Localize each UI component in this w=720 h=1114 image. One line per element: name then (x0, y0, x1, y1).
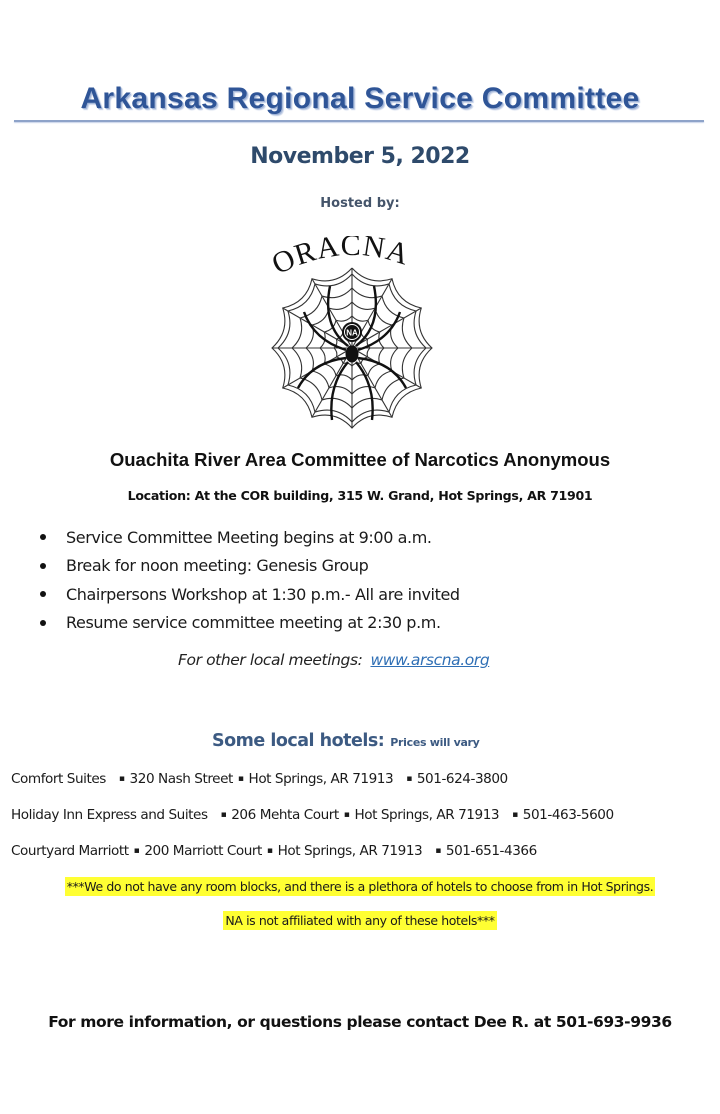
agenda-item-text: Break for noon meeting: Genesis Group (66, 556, 369, 576)
logo-text: ORACNA (266, 236, 414, 282)
contact-info: For more information, or questions please contact Dee R. at 501-693-9936 (48, 1013, 672, 1031)
hotel-city: Hot Springs, AR 71913 (248, 771, 394, 787)
spider-leg (358, 358, 406, 388)
hotel-phone: 501-651-4366 (445, 843, 537, 859)
na-emblem-text: NA (346, 328, 358, 338)
agenda-item-text: Chairpersons Workshop at 1:30 p.m.- All are invited (66, 584, 460, 604)
hotel-city: Hot Springs, AR 71913 (277, 843, 423, 859)
bullet-icon (40, 620, 46, 626)
hotel-note (0, 879, 720, 894)
oracna-logo (262, 236, 462, 432)
bullet-icon (40, 534, 46, 540)
agenda-item-text: Resume service committee meeting at 2:30 p.m. (66, 613, 441, 633)
other-meetings-label: For other local meetings: (178, 651, 363, 669)
hotel-note (0, 913, 720, 928)
hotel-name: Comfort Suites (11, 771, 106, 787)
separator-icon: ▪ (133, 846, 140, 856)
agenda-item-text: Service Committee Meeting begins at 9:00 a.m. (66, 527, 432, 547)
hotel-row (11, 771, 508, 787)
spider-body (346, 346, 358, 362)
separator-icon: ▪ (237, 774, 244, 784)
hotel-name: Courtyard Marriott (11, 843, 129, 859)
spider-leg (298, 358, 346, 388)
organization-name: Ouachita River Area Committee of Narcotics Anonymous (109, 449, 611, 470)
hotels-heading-text: Some local hotels: (212, 731, 385, 751)
page-title: Arkansas Regional Service Committee (80, 82, 640, 115)
separator-icon: ▪ (406, 774, 412, 784)
hotel-row (11, 843, 537, 859)
spider-web-icon (262, 236, 462, 432)
event-date: November 5, 2022 (250, 144, 470, 169)
hotel-phone: 501-624-3800 (416, 771, 508, 787)
hotel-note-line2: NA is not affiliated with any of these hotels*** (225, 913, 495, 928)
bullet-icon (40, 591, 46, 597)
separator-icon: ▪ (435, 846, 441, 856)
separator-icon: ▪ (220, 810, 227, 820)
agenda-list (36, 523, 460, 637)
separator-icon: ▪ (266, 846, 273, 856)
agenda-item (36, 580, 460, 609)
hotels-heading (212, 731, 480, 751)
separator-icon: ▪ (343, 810, 350, 820)
title-underline (14, 120, 704, 122)
hotel-city: Hot Springs, AR 71913 (354, 807, 500, 823)
web-spoke (283, 308, 352, 348)
location-text: Location: At the COR building, 315 W. Grand, Hot Springs, AR 71901 (127, 488, 593, 503)
bullet-icon (40, 563, 46, 569)
hotel-address: 320 Nash Street (129, 771, 233, 787)
agenda-item (36, 523, 460, 552)
hotels-subheading: Prices will vary (390, 736, 480, 749)
hotel-name: Holiday Inn Express and Suites (11, 807, 208, 823)
separator-icon: ▪ (512, 810, 518, 820)
agenda-item (36, 609, 460, 638)
web-spoke (352, 308, 421, 348)
website-link[interactable]: www.arscna.org (370, 651, 490, 669)
agenda-item (36, 552, 460, 581)
hotel-note-line1: ***We do not have any room blocks, and there is a plethora of hotels to choose from in Hot Springs. (66, 879, 654, 894)
separator-icon: ▪ (118, 774, 125, 784)
other-meetings (178, 651, 489, 669)
hotel-row (11, 807, 614, 823)
hotel-phone: 501-463-5600 (522, 807, 614, 823)
hotel-address: 200 Marriott Court (144, 843, 262, 859)
hotel-address: 206 Mehta Court (231, 807, 339, 823)
svg-text:ORACNA (267, 236, 414, 281)
hosted-by-label: Hosted by: (320, 196, 400, 211)
